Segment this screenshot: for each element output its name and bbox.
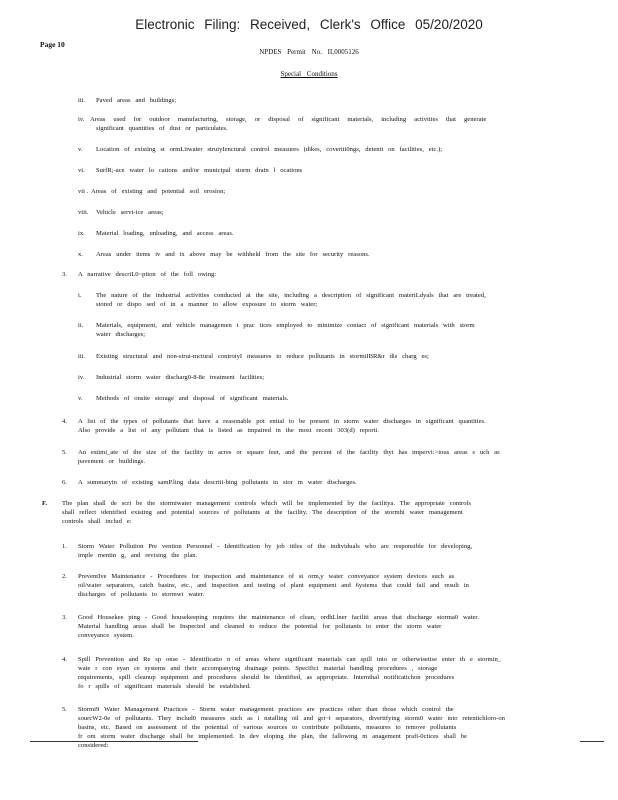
item-text: shall reflect identified existing and potential sources of pollutants at the facility. The description of the stormhi water management bbox=[62, 509, 463, 516]
scan-artifact-line bbox=[30, 741, 198, 742]
item-text: controls shall includ e: bbox=[62, 518, 132, 525]
item-number: iv. bbox=[78, 116, 85, 123]
item-text: fr om storm water discharge shall be implemented. In dev eloping the plan, the fallowing m anagement prafi-0ctices shall be bbox=[78, 733, 467, 740]
item-text: A narrative descriL0~ption of the foll owing: bbox=[78, 271, 217, 278]
item-number: 5. bbox=[62, 449, 67, 456]
item-text: PreventIve Maintenance - Procedures for inspection and maintenance of st orm,y water conveyance system devices such as bbox=[78, 573, 455, 580]
item-text: Location of existing st ormLiiwater struiyIenctural control measures (dikes, coveriii0ngs, detenti on facilities, etc.); bbox=[96, 146, 443, 153]
item-text: Areas of existing and potential soil erosion; bbox=[91, 188, 226, 195]
item-text: Areas used for outdoor manufacturing, storage, or disposal of significant materials, including activities that generate bbox=[90, 116, 487, 123]
item-text: An estimi_ate of the size of the facility in acres or square feet, and the percent of the facility thyt has impervi:>ious areas s uch as bbox=[78, 449, 500, 456]
item-text: fo r spills of significant materials should be established. bbox=[78, 683, 251, 690]
item-number: iii. bbox=[78, 353, 86, 360]
item-number: 4. bbox=[62, 418, 67, 425]
item-text: basins, etc. Based on assessment of the potential of various sources to contribute pollutants, measures to remove pollutants bbox=[78, 724, 457, 731]
item-number: 5. bbox=[62, 706, 67, 713]
item-number: 2. bbox=[62, 573, 67, 580]
item-number: vii . bbox=[78, 188, 89, 195]
item-text: The nature of the industrial activities conducted at the site, including a description of significant materiLdyals that are treated, bbox=[96, 292, 486, 299]
item-text: pavement or buildings. bbox=[78, 458, 146, 465]
item-number: viii. bbox=[78, 209, 89, 216]
item-text: Industrial storm water discharg0-8-8e treatment facilities; bbox=[96, 374, 265, 381]
item-text: SurfR;-ace water lo cations and/or municipal storm drain l ocations bbox=[96, 167, 303, 174]
item-text: requirements, spill cleanup equipment and procedures should be identified, as appropriate. Internihal notificatichon procedures bbox=[78, 674, 455, 681]
item-number: 6. bbox=[62, 479, 67, 486]
item-text: Material loading, unloading, and access areas. bbox=[96, 230, 234, 237]
item-number: ii. bbox=[78, 322, 84, 329]
item-text: The plan shall de scri be the stormiwater management controls which will be implemented by the facilitya. The appropriate controls bbox=[62, 500, 471, 507]
item-text: discharges of pollutants to stormwt water. bbox=[78, 591, 205, 598]
item-text: water discharges; bbox=[96, 331, 146, 338]
item-text: Also provide a list of any pollutant that is listed as impaired in the most recent 303(d) reporti. bbox=[78, 427, 379, 434]
item-text: imple mentin g, and revising the plan. bbox=[78, 552, 198, 559]
item-text: Materials, equipment, and vehicle managemen t prac tices employed to minimize contact of significant materials with storm bbox=[96, 322, 475, 329]
item-text: sourcW2-0e of pollutants. They includ0 measures such as i nstalling oil and gri~t separators, diverttfying storm0 water into retentichloro-on bbox=[78, 715, 505, 722]
item-text: significant quantities of dust or particulates. bbox=[96, 125, 228, 132]
scan-artifact-line bbox=[580, 741, 604, 742]
item-text: Material handling areas shall be Inspected and cleaned to reduce the potential for pollutants to enter the storm water bbox=[78, 623, 442, 630]
section-letter: F. bbox=[42, 500, 48, 507]
item-text: Areas under items iv and ix above may be withheld from the site for security reasons. bbox=[96, 251, 370, 258]
item-text: Paved areas and buildings; bbox=[96, 97, 177, 104]
item-text: Stormi9 Water Management Practices - Storm water management practices are practices other than those which control the bbox=[78, 706, 454, 713]
item-text: A summaryin of existing samP.ling data descriii-bing pollutants in stor m water discharges. bbox=[78, 479, 357, 486]
page-number: Page 10 bbox=[40, 40, 65, 49]
section-title: Special Conditions bbox=[280, 70, 338, 78]
item-text: stored or dispo sed of in a manner to allow exposure to storm water; bbox=[96, 301, 318, 308]
item-number: 3. bbox=[62, 614, 67, 621]
item-number: ix. bbox=[78, 230, 85, 237]
item-text: Existing structural and non-strui-mctural controiyI measures to reduce pollutants in stormiIBR&r dis charg es; bbox=[96, 353, 429, 360]
item-number: v. bbox=[78, 395, 83, 402]
item-text: oil/water separators, catch basins, etc., and inspection and testing of plant equipment and 6ystems that could fail and result in bbox=[78, 582, 469, 589]
item-text: Spill Prevention and Re sp onse - Identificatio n of areas where significant materials can spill into or otherwisetise enter th e stormin_ bbox=[78, 656, 502, 663]
item-text: Storm Water Pollution Pre vention Personnel - Identification by job titles of the individuals who are responsible for developing, bbox=[78, 543, 473, 550]
item-text: considered: bbox=[78, 742, 109, 749]
item-number: x. bbox=[78, 251, 83, 258]
item-number: vi. bbox=[78, 167, 85, 174]
item-text: A list of the types of pollutants that have a reasonable pot ential to be present in storm water discharges in significant quantities. bbox=[78, 418, 486, 425]
permit-number: NPDES Permit No. IL0005126 bbox=[259, 48, 359, 56]
item-text: wate r con eyan ce systems and their accompanying drainage points. Specifici material handling procedures , storage bbox=[78, 665, 438, 672]
item-number: 1. bbox=[62, 543, 67, 550]
item-text: Methods of onsite storage and disposal of significant materials. bbox=[96, 395, 289, 402]
item-number: i. bbox=[78, 292, 82, 299]
electronic-filing-stamp: Electronic Filing: Received, Clerk's Office 05/20/2020 bbox=[135, 17, 483, 32]
item-number: iii. bbox=[78, 97, 86, 104]
item-number: iv. bbox=[78, 374, 85, 381]
item-text: Good Housekee ping - Good housekeeping requires the maintenance of clean, ordhLlner faciliti areas that discharge storma0 water. bbox=[78, 614, 479, 621]
item-text: Vehicle servi-ice areas; bbox=[96, 209, 164, 216]
item-number: v. bbox=[78, 146, 83, 153]
item-text: conveyance system. bbox=[78, 632, 134, 639]
item-number: 4. bbox=[62, 656, 67, 663]
item-number: 3. bbox=[62, 271, 67, 278]
